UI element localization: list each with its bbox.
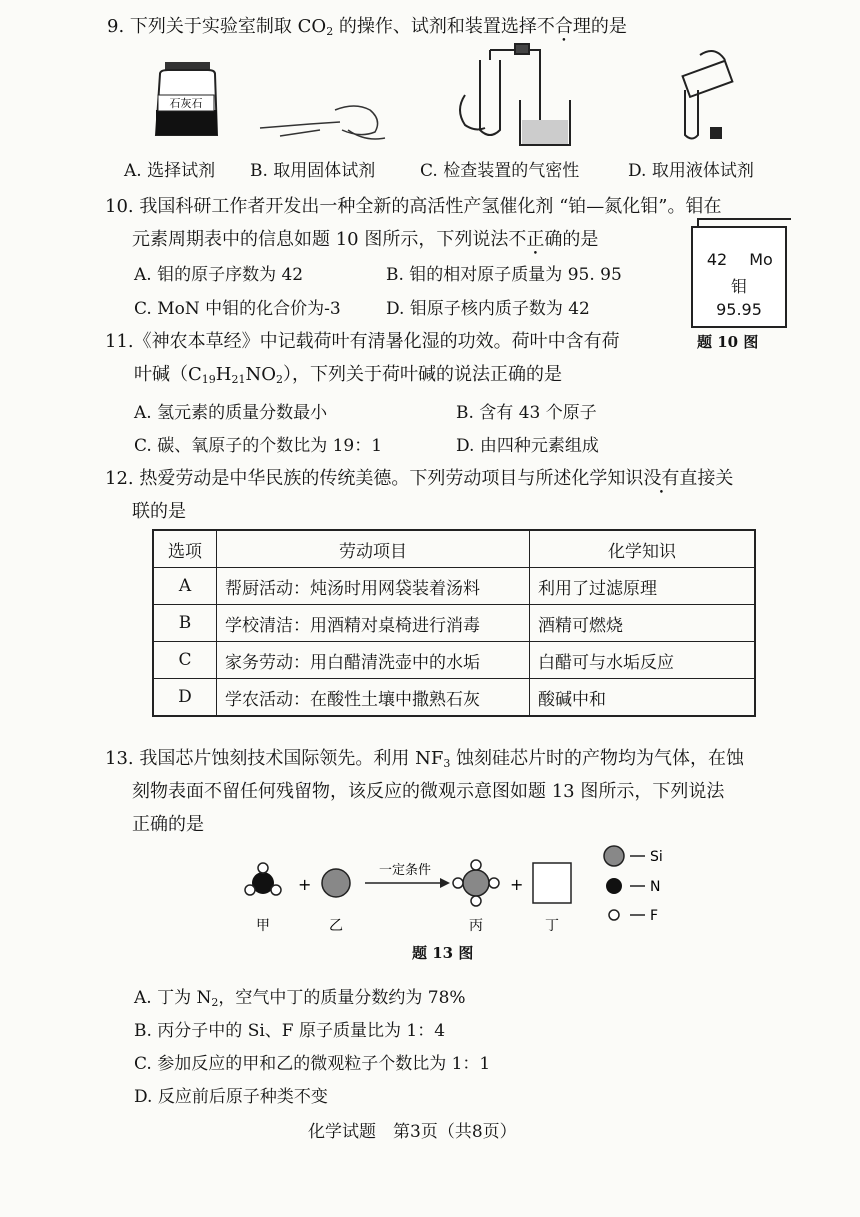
q13-stem-line1: 13. 我国芯片蚀刻技术国际领先。利用 $NF_3$ 蚀刻硅芯片时的产物均为气体，在蚀 [105, 748, 745, 770]
q10-stem-line1: 10. 我国科研工作者开发出一种全新的高活性产氢催化剂 “铂—氮化钼”。钼在 [105, 196, 722, 217]
row-project: 学农活动：在酸性土壤中撒熟石灰 [217, 679, 530, 717]
q10-option-a[interactable]: A. 钼的原子序数为 42 [134, 265, 304, 285]
svg-text:一定条件: 一定条件 [378, 863, 432, 878]
row-knowledge: 酒精可燃烧 [530, 605, 756, 642]
q13-option-c[interactable]: C. 参加反应的甲和乙的微观粒子个数比为 1：1 [134, 1054, 491, 1074]
row-option: A [153, 568, 217, 605]
pouring-liquid-icon [683, 51, 733, 139]
row-option: D [153, 679, 217, 717]
svg-text:乙: 乙 [329, 918, 343, 934]
svg-text:F: F [650, 908, 659, 924]
atom-yi-icon [322, 869, 350, 897]
q9-option-c[interactable]: C. 检查装置的气密性 [420, 161, 580, 181]
q9-option-b[interactable]: B. 取用固体试剂 [250, 161, 376, 181]
svg-text:+: + [510, 875, 524, 894]
q11-option-c[interactable]: C. 碳、氧原子的个数比为 19：1 [134, 436, 383, 456]
q13-stem-line2: 刻物表面不留任何残留物，该反应的微观示意图如题 13 图所示，下列说法 [132, 781, 725, 802]
row-option: C [153, 642, 217, 679]
reagent-jar-icon [156, 62, 217, 135]
svg-text:甲: 甲 [256, 918, 270, 934]
q11-option-a[interactable]: A. 氢元素的质量分数最小 [134, 403, 328, 423]
airtightness-apparatus-icon [460, 44, 570, 145]
svg-text:丁: 丁 [545, 918, 559, 934]
row-knowledge: 白醋可与水垢反应 [530, 642, 756, 679]
q9-illustrations [120, 40, 800, 155]
row-project: 帮厨活动：炖汤时用网袋装着汤料 [217, 568, 530, 605]
atomic-number: 42 [706, 250, 728, 269]
svg-text:丙: 丙 [469, 918, 483, 934]
q10-option-c[interactable]: C. MoN 中钼的化合价为-3 [134, 299, 341, 319]
row-project: 家务劳动：用白醋清洗壶中的水垢 [217, 642, 530, 679]
row-knowledge: 利用了过滤原理 [530, 568, 756, 605]
q10-stem-line2: 元素周期表中的信息如题 10 图所示，下列说法不正确的是 [132, 229, 599, 250]
header-option: 选项 [153, 530, 217, 568]
header-knowledge: 化学知识 [530, 530, 756, 568]
svg-text:石灰石: 石灰石 [169, 97, 203, 110]
table-row[interactable] [153, 568, 755, 605]
molecule-ding-box [533, 863, 571, 903]
header-project: 劳动项目 [217, 530, 530, 568]
row-knowledge: 酸碱中和 [530, 679, 756, 717]
q12-stem-line2: 联的是 [132, 501, 186, 522]
svg-text:Si: Si [650, 849, 663, 865]
molecule-jia-icon [245, 863, 281, 895]
q11-option-d[interactable]: D. 由四种元素组成 [456, 436, 599, 456]
element-symbol: Mo [749, 250, 773, 269]
molecule-bing-icon [453, 860, 499, 906]
table-row[interactable] [153, 679, 755, 717]
q13-reaction-diagram [240, 838, 690, 938]
q12-stem-line1: 12. 热爱劳动是中华民族的传统美德。下列劳动项目与所述化学知识没有直接关 [105, 468, 734, 489]
q10-option-b[interactable]: B. 钼的相对原子质量为 95. 95 [386, 265, 622, 285]
table-row[interactable] [153, 605, 755, 642]
element-card-mo [691, 226, 787, 328]
svg-text:+: + [298, 875, 312, 894]
q11-stem-line2: 叶碱$(C_{19}H_{21}NO_2)$，下列关于荷叶碱的说法正确的是 [134, 364, 562, 386]
page-footer: 化学试题 第3页（共8页） [308, 1122, 517, 1142]
row-option: B [153, 605, 217, 642]
q13-option-a[interactable]: A. 丁为 $N_2$，空气中丁的质量分数约为 78% [134, 988, 466, 1009]
svg-text:N: N [650, 879, 661, 895]
q11-stem-line1: 11.《神农本草经》中记载荷叶有清暑化湿的功效。荷叶中含有荷 [105, 331, 620, 352]
q13-stem-line3: 正确的是 [132, 814, 204, 835]
fig10-caption: 题 10 图 [697, 333, 759, 351]
q11-option-b[interactable]: B. 含有 43 个原子 [456, 403, 597, 423]
table-row[interactable] [153, 642, 755, 679]
table-header-row [153, 530, 755, 568]
element-name: 钼 [730, 277, 747, 296]
q13-option-b[interactable]: B. 丙分子中的 Si、F 原子质量比为 1：4 [134, 1021, 446, 1041]
legend [604, 846, 663, 924]
q9-stem: 9. 下列关于实验室制取 $CO_2$ 的操作、试剂和装置选择不合理的是 [107, 16, 627, 38]
q13-option-d[interactable]: D. 反应前后原子种类不变 [134, 1087, 328, 1107]
tweezers-hand-icon [260, 106, 385, 139]
q12-table [152, 529, 756, 717]
row-project: 学校清洁：用酒精对桌椅进行消毒 [217, 605, 530, 642]
q9-option-a[interactable]: A. 选择试剂 [124, 161, 216, 181]
q9-option-d[interactable]: D. 取用液体试剂 [628, 161, 754, 181]
q10-option-d[interactable]: D. 钼原子核内质子数为 42 [386, 299, 590, 319]
fig13-caption: 题 13 图 [412, 944, 474, 962]
atomic-mass: 95.95 [716, 300, 762, 319]
